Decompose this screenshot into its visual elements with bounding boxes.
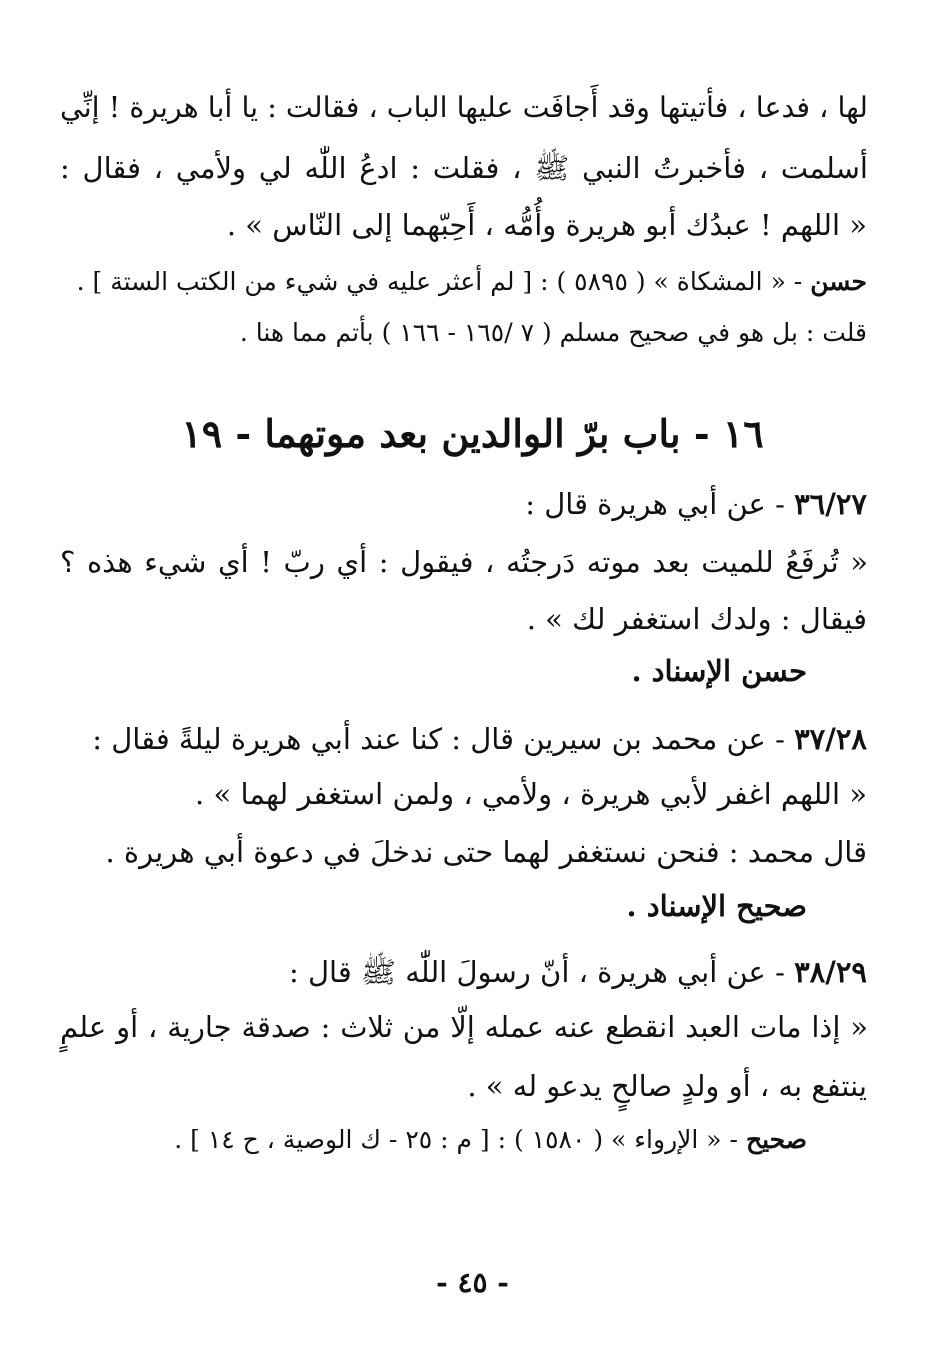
text-line: « اللهم ! عبدُك أبو هريرة وأُمُّه ، أَحِبّهما إلى النّاس » . [226,208,867,242]
grading-line [0,1118,807,1162]
grade-line: صحيح الإسناد . [626,889,807,923]
grade-line: حسن الإسناد . [631,654,807,688]
text-line: « تُرفَعُ للميت بعد موته دَرجتُه ، فيقول : أي ربّ ! أي شيء هذه ؟ [60,545,868,579]
hadith-intro-text: - عن أبي هريرة ، أنّ رسولَ اللّٰه ﷺ قال : [288,955,795,989]
note-line: قلت : بل هو في صحيح مسلم ( ٧ /١٦٥ - ١٦٦ ) بأتم مما هنا . [239,318,867,347]
page-number: - ٤٥ - [436,1266,509,1299]
hadith-intro [59,482,867,526]
text-line: « اللهم اغفر لأبي هريرة ، ولأمي ، ولمن استغفر لهما » . [195,777,867,811]
text-line: « إذا مات العبد انقطع عنه عمله إلّا من ثلاث : صدقة جارية ، أو علمٍ [60,1010,868,1044]
text-line: لها ، فدعا ، فأتيتها وقد أَجافَت عليها الباب ، فقالت : يا أبا هريرة ! إنِّي [60,91,868,124]
grade-text: - « المشكاة » ( ٥٨٩٥ ) : [ لم أعثر عليه في شيء من الكتب الستة ] . [76,267,811,296]
grade-label: حسن [810,267,867,296]
hadith-number: ٣٨/٢٩ [794,955,867,989]
chapter-heading: ١٦ - باب برّ الوالدين بعد موتهما - ١٩ [181,411,764,456]
hadith-intro [59,950,867,994]
grade-label: صحيح [745,1125,807,1154]
text-line: قال محمد : فنحن نستغفر لهما حتى ندخلَ في دعوة أبي هريرة . [105,835,867,869]
hadith-intro-text: - عن أبي هريرة قال : [525,487,795,521]
grading-line [59,260,867,304]
grade-text: - « الإرواء » ( ١٥٨٠ ) : [ م : ٢٥ - ك الوصية ، ح ١٤ ] . [174,1125,746,1154]
hadith-number: ٣٦/٢٧ [794,487,867,521]
hadith-number: ٣٧/٢٨ [794,722,867,756]
text-line: فيقال : ولدك استغفر لك » . [526,602,867,636]
hadith-intro-text: - عن محمد بن سيرين قال : كنا عند أبي هريرة ليلةً فقال : [92,722,795,756]
text-line: ينتفع به ، أو ولدٍ صالحٍ يدعو له » . [467,1069,867,1103]
text-line: أسلمت ، فأخبرتُ النبي ﷺ ، فقلت : ادعُ اللّٰه لي ولأمي ، فقال : [60,151,868,185]
hadith-intro [59,717,867,761]
